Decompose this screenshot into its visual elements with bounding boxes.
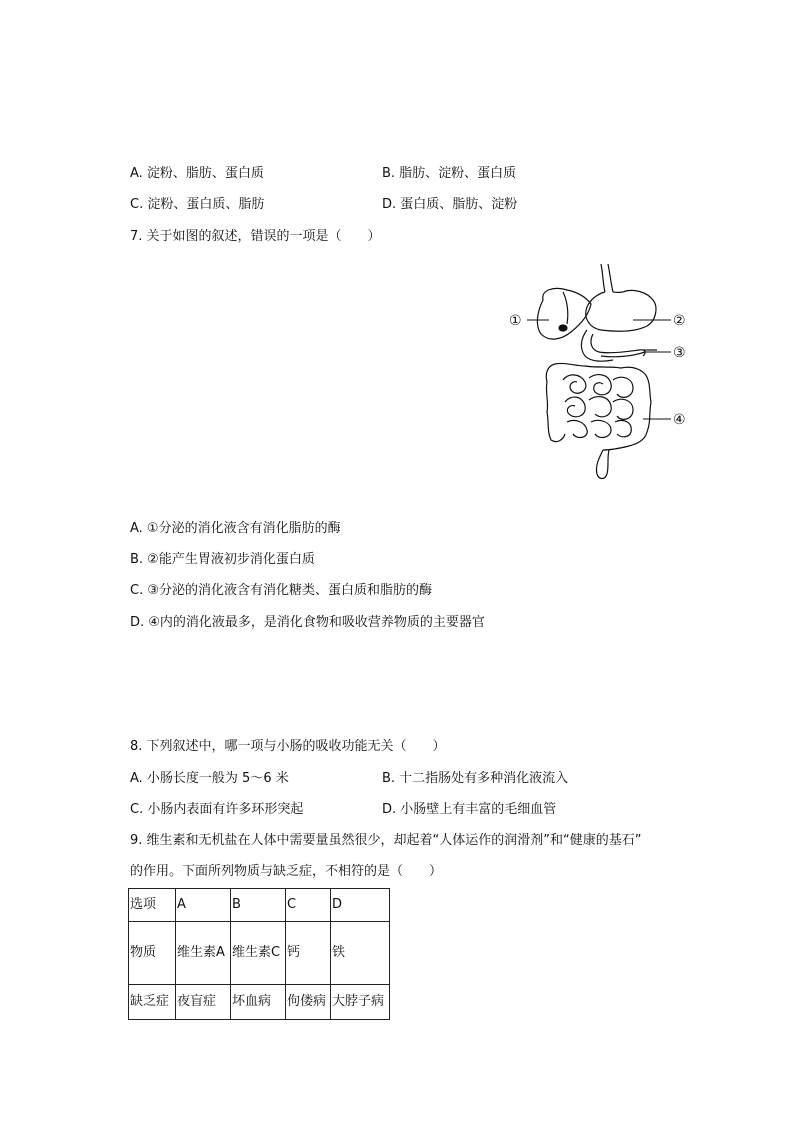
q7-stem: 7. 关于如图的叙述，错误的一项是（ ） [130,229,381,244]
table-cell: A [176,889,231,922]
q8-option-a: A. 小肠长度一般为 5～6 米 [130,771,289,786]
table-cell: 缺乏症 [129,985,176,1020]
q7-option-b: B. ②能产生胃液初步消化蛋白质 [130,552,315,567]
q6-option-b: B. 脂肪、淀粉、蛋白质 [382,166,517,181]
table-cell: 佝偻病 [286,985,331,1020]
q6-option-d: D. 蛋白质、脂肪、淀粉 [382,197,518,212]
q9-table [128,888,390,1020]
table-cell: 夜盲症 [176,985,231,1020]
table-cell: 选项 [129,889,176,922]
table-row [129,922,390,985]
table-row [129,985,390,1020]
label-1: ① [509,313,522,329]
label-2: ② [673,313,686,329]
q7-option-a: A. ①分泌的消化液含有消化脂肪的酶 [130,521,341,536]
q7-option-d: D. ④内的消化液最多，是消化食物和吸收营养物质的主要器官 [130,615,485,630]
table-cell: 大脖子病 [331,985,390,1020]
q8-option-b: B. 十二指肠处有多种消化液流入 [382,771,569,786]
q9-stem-line2: 的作用。下面所列物质与缺乏症，不相符的是（ ） [130,864,443,879]
table-cell: C [286,889,331,922]
table-cell: 钙 [286,922,331,985]
q7-option-c: C. ③分泌的消化液含有消化糖类、蛋白质和脂肪的酶 [130,583,432,598]
q6-option-c: C. 淀粉、蛋白质、脂肪 [130,197,265,212]
label-4: ④ [673,412,686,428]
table-cell: 维生素C [231,922,286,985]
table-cell: 物质 [129,922,176,985]
table-cell: D [331,889,390,922]
q8-stem: 8. 下列叙述中，哪一项与小肠的吸收功能无关（ ） [130,739,446,754]
q8-option-d: D. 小肠壁上有丰富的毛细血管 [382,802,557,817]
label-3: ③ [673,345,686,361]
table-cell: 坏血病 [231,985,286,1020]
table-cell: B [231,889,286,922]
digestive-system-diagram [505,262,695,484]
table-cell: 维生素A [176,922,231,985]
q8-option-c: C. 小肠内表面有许多环形突起 [130,802,304,817]
table-cell: 铁 [331,922,390,985]
table-row [129,889,390,922]
q6-option-a: A. 淀粉、脂肪、蛋白质 [130,166,264,181]
q9-stem-line1: 9. 维生素和无机盐在人体中需要量虽然很少，却起着“人体运作的润滑剂”和“健康的基石” [130,833,642,848]
